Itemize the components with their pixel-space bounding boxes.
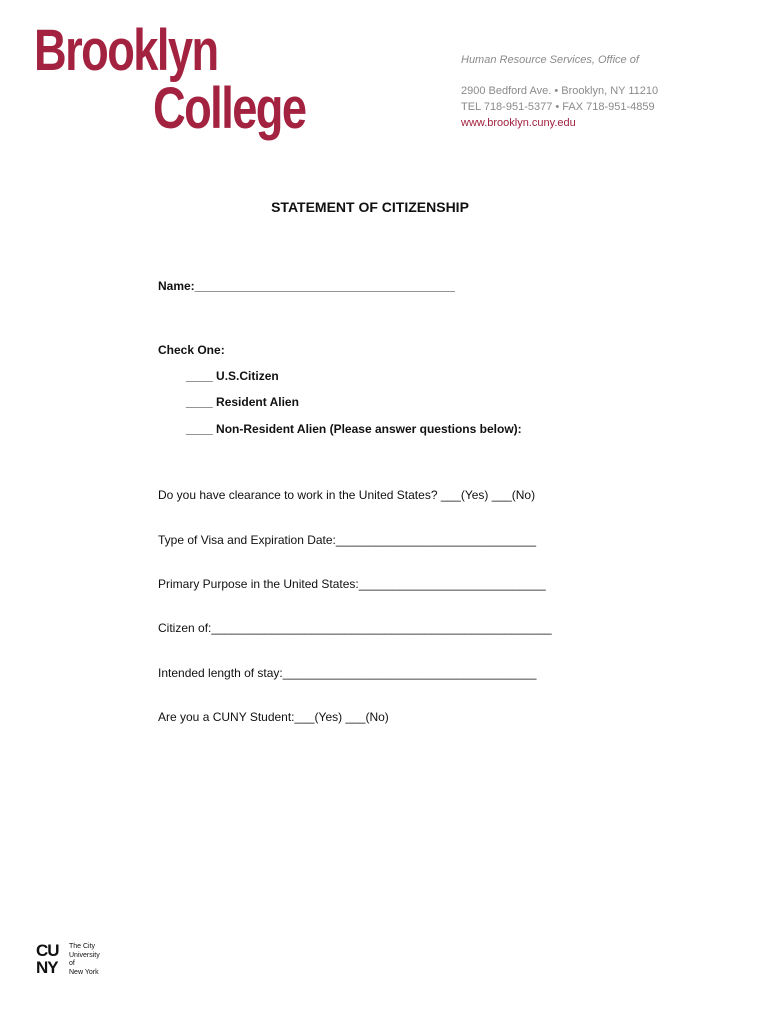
name-field[interactable]: Name:_______________________________________ [158, 279, 455, 293]
option-non-resident-alien[interactable]: ____ Non-Resident Alien (Please answer questions below): [186, 422, 522, 436]
document-title: STATEMENT OF CITIZENSHIP [271, 199, 469, 215]
question-length-of-stay[interactable]: Intended length of stay:______________________________________ [158, 666, 537, 680]
question-work-clearance[interactable]: Do you have clearance to work in the United States? ___(Yes) ___(No) [158, 488, 536, 502]
question-visa-expiration[interactable]: Type of Visa and Expiration Date:______________________________ [158, 533, 537, 547]
question-citizen-of[interactable]: Citizen of:___________________________________________________ [158, 621, 552, 635]
cuny-name-text: The City University of New York [69, 943, 100, 976]
question-primary-purpose[interactable]: Primary Purpose in the United States:____________________________ [158, 577, 546, 591]
office-phone: TEL 718-951-5377 • FAX 718-951-4859 [461, 101, 655, 113]
cuny-logo [36, 942, 106, 982]
office-department: Human Resource Services, Office of [461, 54, 639, 66]
logo-line-college: College [153, 76, 306, 141]
logo-line-brooklyn: Brooklyn [34, 18, 218, 83]
option-resident-alien[interactable]: ____ Resident Alien [186, 395, 299, 409]
question-cuny-student[interactable]: Are you a CUNY Student:___(Yes) ___(No) [158, 710, 389, 724]
office-website-link[interactable]: www.brooklyn.cuny.edu [461, 117, 576, 129]
office-contact-block [461, 52, 658, 131]
office-address: 2900 Bedford Ave. • Brooklyn, NY 11210 [461, 85, 659, 97]
brooklyn-college-logo [34, 18, 306, 142]
cuny-mark: CU NY [36, 941, 59, 977]
check-one-label: Check One: [158, 343, 225, 357]
option-us-citizen[interactable]: ____ U.S.Citizen [186, 369, 279, 383]
